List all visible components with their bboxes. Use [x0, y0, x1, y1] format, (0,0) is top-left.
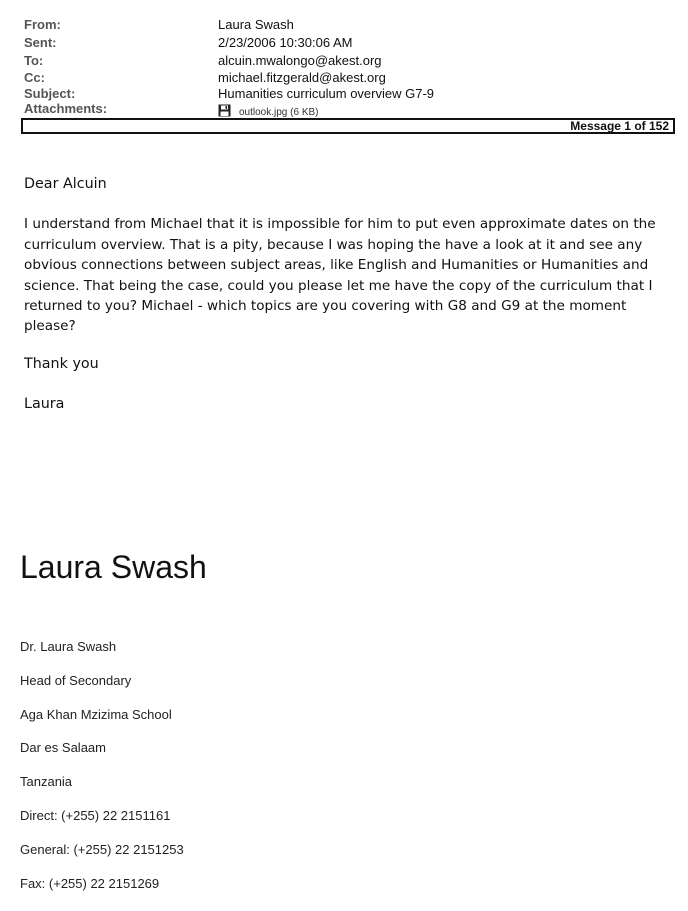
- paragraph-line: curriculum overview. That is a pity, because I was hoping the have a look at it and see any: [24, 237, 643, 253]
- from-row: [0, 17, 688, 33]
- message-counter: Message 1 of 152: [570, 119, 669, 133]
- cc-value: michael.fitzgerald@akest.org: [218, 70, 386, 85]
- subject-row: [0, 86, 688, 102]
- signature-city: Dar es Salaam: [20, 740, 106, 755]
- greeting: Dear Alcuin: [24, 176, 107, 192]
- signature-direct-phone: Direct: (+255) 22 2151161: [20, 808, 171, 823]
- attachment-filename[interactable]: outlook.jpg (6 KB): [239, 107, 319, 118]
- to-value: alcuin.mwalongo@akest.org: [218, 53, 382, 68]
- cc-label: Cc:: [24, 70, 45, 85]
- from-label: From:: [24, 17, 61, 32]
- thanks-line: Thank you: [24, 356, 99, 372]
- sent-value: 2/23/2006 10:30:06 AM: [218, 35, 353, 50]
- message-counter-bar: [21, 118, 675, 134]
- signature-name: Laura Swash: [20, 549, 207, 585]
- to-label: To:: [24, 53, 44, 68]
- sent-row: [0, 35, 688, 51]
- signature-general-phone: General: (+255) 22 2151253: [20, 842, 184, 857]
- attachments-label: Attachments:: [24, 101, 108, 116]
- subject-label: Subject:: [24, 86, 76, 101]
- signature-school: Aga Khan Mzizima School: [20, 707, 172, 722]
- paragraph-line: science. That being the case, could you please let me have the copy of the curriculum that I: [24, 278, 653, 294]
- floppy-disk-icon: [218, 104, 231, 117]
- signature-title: Head of Secondary: [20, 673, 132, 688]
- to-row: [0, 53, 688, 69]
- paragraph-line: obvious connections between subject areas, like English and Humanities or Humanities and: [24, 257, 649, 273]
- from-value: Laura Swash: [218, 17, 294, 32]
- sign-off: Laura: [24, 396, 65, 412]
- signature-full-name: Dr. Laura Swash: [20, 639, 117, 654]
- attachments-row: [0, 101, 688, 117]
- paragraph-line: please?: [24, 318, 76, 334]
- paragraph-line: I understand from Michael that it is impossible for him to put even approximate dates on the: [24, 216, 656, 232]
- subject-value: Humanities curriculum overview G7-9: [218, 86, 435, 101]
- cc-row: [0, 70, 688, 86]
- signature-country: Tanzania: [20, 774, 73, 789]
- signature-fax: Fax: (+255) 22 2151269: [20, 876, 160, 891]
- paragraph-line: returned to you? Michael - which topics are you covering with G8 and G9 at the moment: [24, 298, 627, 314]
- attachment-item[interactable]: [218, 101, 319, 119]
- sent-label: Sent:: [24, 35, 57, 50]
